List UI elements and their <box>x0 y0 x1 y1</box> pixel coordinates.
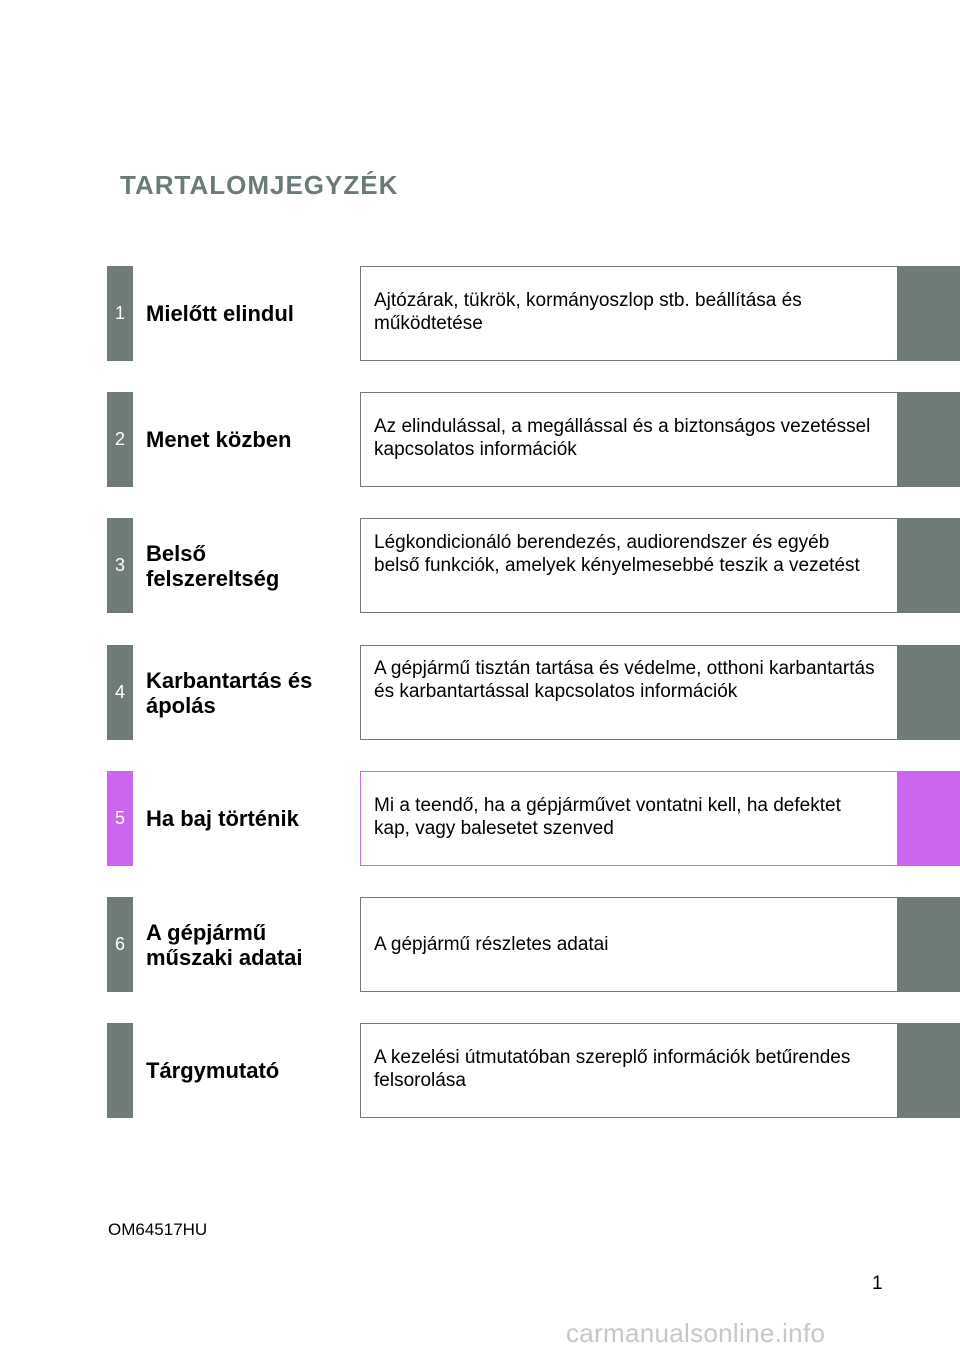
toc-row-2[interactable] <box>107 392 960 487</box>
chapter-title-index[interactable] <box>146 1023 356 1118</box>
toc-row-3[interactable] <box>107 518 960 613</box>
chapter-tab-3[interactable]: 3 <box>107 518 133 613</box>
chapter-title-text: Ha baj történik <box>146 806 299 831</box>
chapter-title-6[interactable] <box>146 897 356 992</box>
toc-row-1[interactable] <box>107 266 960 361</box>
chapter-thumb-tab-6[interactable] <box>897 897 960 992</box>
chapter-title-3[interactable] <box>146 518 356 613</box>
document-code: OM64517HU <box>108 1220 208 1239</box>
chapter-title-2[interactable] <box>146 392 356 487</box>
chapter-title-text: Mielőtt elindul <box>146 301 294 326</box>
chapter-thumb-tab-2[interactable] <box>897 392 960 487</box>
page-number: 1 <box>872 1273 883 1294</box>
chapter-description-6: A gépjármű részletes adatai <box>374 934 609 955</box>
chapter-description-4: A gépjármű tisztán tartása és védelme, otthoni karbantartás és karbantartással kapcsolatos információk <box>374 658 875 702</box>
chapter-description-2: Az elindulással, a megállással és a biztonságos vezetéssel kapcsolatos információk <box>374 416 871 460</box>
watermark: carmanualsonline.info <box>566 1318 826 1348</box>
chapter-title-text: Menet közben <box>146 427 292 452</box>
chapter-description-box-2[interactable] <box>360 392 898 487</box>
toc-row-4[interactable] <box>107 645 960 740</box>
chapter-description-1: Ajtózárak, tükrök, kormányoszlop stb. beállítása és működtetése <box>374 290 802 334</box>
chapter-description-box-index[interactable] <box>360 1023 898 1118</box>
chapter-title-text: Karbantartás és ápolás <box>146 667 313 718</box>
chapter-description-index: A kezelési útmutatóban szereplő információk betűrendes felsorolása <box>374 1047 851 1091</box>
chapter-description-box-3[interactable] <box>360 518 898 613</box>
chapter-tab-6[interactable]: 6 <box>107 897 133 992</box>
chapter-description-box-1[interactable] <box>360 266 898 361</box>
toc-row-5[interactable] <box>107 771 960 866</box>
page-title: TARTALOMJEGYZÉK <box>120 170 399 200</box>
chapter-tab-5[interactable]: 5 <box>107 771 133 866</box>
chapter-description-3: Légkondicionáló berendezés, audiorendszer és egyéb belső funkciók, amelyek kényelmesebbé teszik a vezetést <box>374 532 860 576</box>
chapter-title-text: A gépjármű műszaki adatai <box>146 919 303 970</box>
chapter-tab-1[interactable]: 1 <box>107 266 133 361</box>
chapter-description-box-5[interactable] <box>360 771 898 866</box>
chapter-tab-4[interactable]: 4 <box>107 645 133 740</box>
chapter-description-box-6[interactable] <box>360 897 898 992</box>
chapter-tab-2[interactable]: 2 <box>107 392 133 487</box>
chapter-thumb-tab-5[interactable] <box>897 771 960 866</box>
chapter-title-text: Belső felszereltség <box>146 540 280 591</box>
chapter-title-5[interactable] <box>146 771 356 866</box>
chapter-thumb-tab-1[interactable] <box>897 266 960 361</box>
chapter-title-text: Tárgymutató <box>146 1058 280 1083</box>
chapter-thumb-tab-index[interactable] <box>897 1023 960 1118</box>
chapter-title-1[interactable] <box>146 266 356 361</box>
chapter-description-5: Mi a teendő, ha a gépjárművet vontatni kell, ha defektet kap, vagy balesetet szenved <box>374 795 841 839</box>
chapter-tab-index[interactable] <box>107 1023 133 1118</box>
toc-row-6[interactable] <box>107 897 960 992</box>
chapter-title-4[interactable] <box>146 645 356 740</box>
toc-row-index[interactable] <box>107 1023 960 1118</box>
chapter-thumb-tab-3[interactable] <box>897 518 960 613</box>
chapter-thumb-tab-4[interactable] <box>897 645 960 740</box>
chapter-description-box-4[interactable] <box>360 645 898 740</box>
